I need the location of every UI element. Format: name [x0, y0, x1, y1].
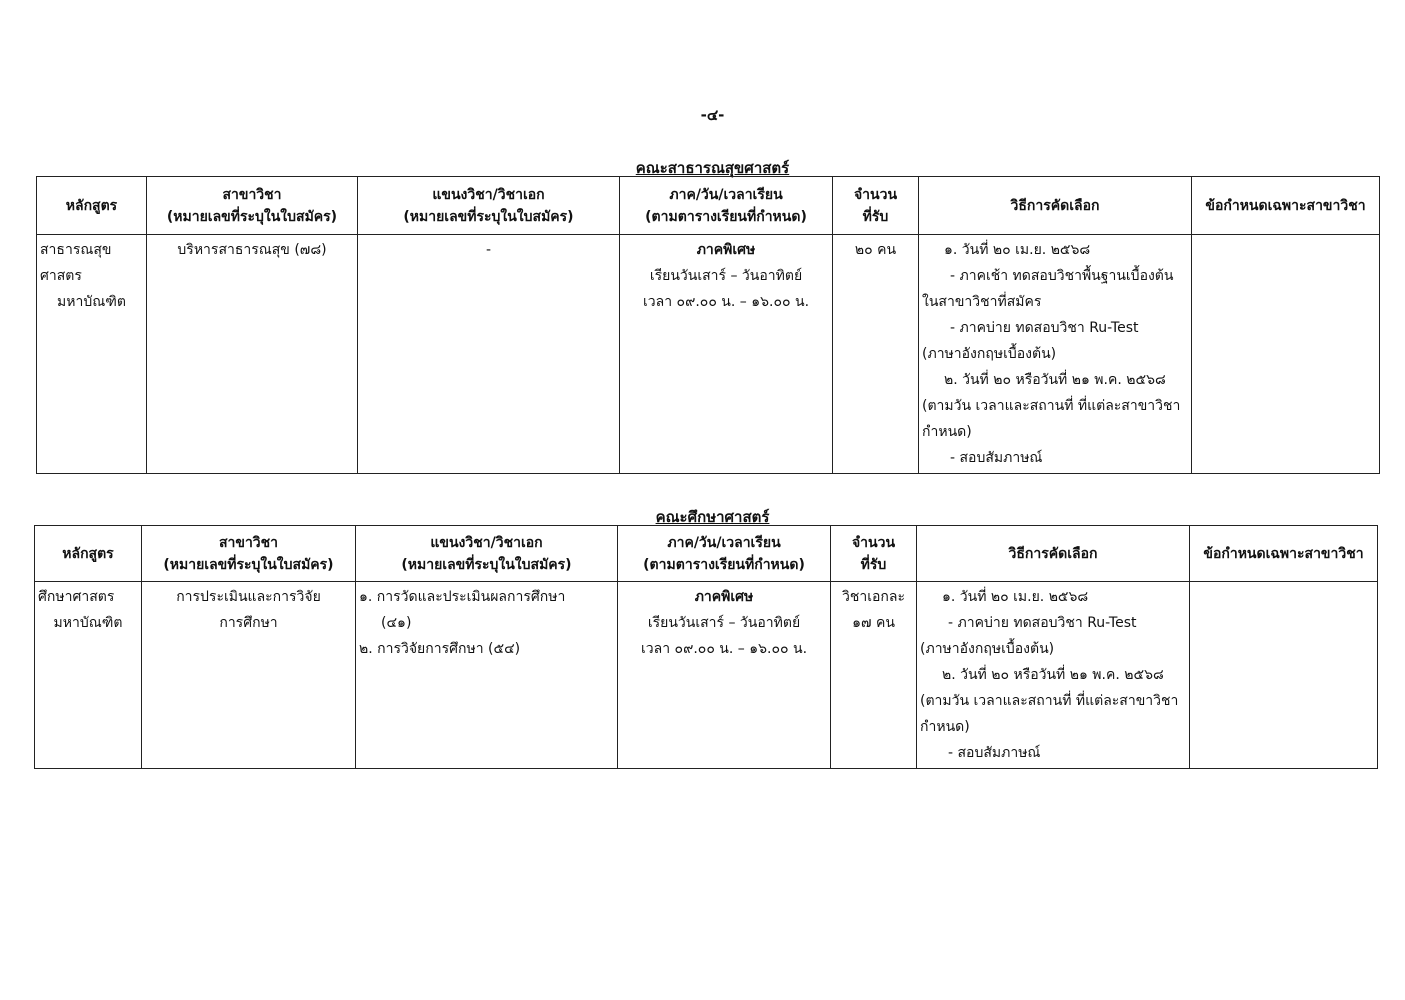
cell-program: ศึกษาศาสตร มหาบัณฑิต	[35, 582, 142, 769]
header-program: หลักสูตร	[37, 177, 147, 235]
header-schedule: ภาค/วัน/เวลาเรียน (ตามตารางเรียนที่กำหนด)	[618, 526, 831, 582]
header-requirements: ข้อกำหนดเฉพาะสาขาวิชา	[1192, 177, 1380, 235]
cell-schedule: ภาคพิเศษ เรียนวันเสาร์ – วันอาทิตย์ เวลา ๐๙.๐๐ น. – ๑๖.๐๐ น.	[620, 235, 833, 474]
program-table-education	[34, 525, 1378, 769]
header-major: สาขาวิชา (หมายเลขที่ระบุในใบสมัคร)	[147, 177, 358, 235]
header-schedule: ภาค/วัน/เวลาเรียน (ตามตารางเรียนที่กำหนด)	[620, 177, 833, 235]
cell-method: ๑. วันที่ ๒๐ เม.ย. ๒๕๖๘ - ภาคเช้า ทดสอบวิชาพื้นฐานเบื้องต้น ในสาขาวิชาที่สมัคร - ภาคบ่าย ทดสอบวิชา Ru-Test (ภาษาอังกฤษเบื้องต้น) ๒. วันที่ ๒๐ หรือวันที่ ๒๑ พ.ค. ๒๕๖๘ (ตามวัน เวลาและสถานที่ ที่แต่ละสาขาวิชา กำหนด) - สอบสัมภาษณ์	[919, 235, 1192, 474]
header-method: วิธีการคัดเลือก	[917, 526, 1190, 582]
cell-method: ๑. วันที่ ๒๐ เม.ย. ๒๕๖๘ - ภาคบ่าย ทดสอบวิชา Ru-Test (ภาษาอังกฤษเบื้องต้น) ๒. วันที่ ๒๐ หรือวันที่ ๒๑ พ.ค. ๒๕๖๘ (ตามวัน เวลาและสถานที่ ที่แต่ละสาขาวิชา กำหนด) - สอบสัมภาษณ์	[917, 582, 1190, 769]
header-requirements: ข้อกำหนดเฉพาะสาขาวิชา	[1190, 526, 1378, 582]
header-method: วิธีการคัดเลือก	[919, 177, 1192, 235]
faculty-title-education: คณะศึกษาศาสตร์	[655, 508, 770, 526]
cell-seats: วิชาเอกละ ๑๗ คน	[831, 582, 917, 769]
cell-branch: ๑. การวัดและประเมินผลการศึกษา (๔๑) ๒. การวิจัยการศึกษา (๕๔)	[356, 582, 618, 769]
header-major: สาขาวิชา (หมายเลขที่ระบุในใบสมัคร)	[142, 526, 356, 582]
cell-major: บริหารสาธารณสุข (๗๘)	[147, 235, 358, 474]
page-number: -๔-	[700, 106, 725, 124]
header-seats: จำนวน ที่รับ	[833, 177, 919, 235]
cell-schedule: ภาคพิเศษ เรียนวันเสาร์ – วันอาทิตย์ เวลา ๐๙.๐๐ น. – ๑๖.๐๐ น.	[618, 582, 831, 769]
cell-branch: -	[358, 235, 620, 474]
cell-requirements	[1192, 235, 1380, 474]
cell-major: การประเมินและการวิจัย การศึกษา	[142, 582, 356, 769]
header-seats: จำนวน ที่รับ	[831, 526, 917, 582]
header-branch: แขนงวิชา/วิชาเอก (หมายเลขที่ระบุในใบสมัคร)	[356, 526, 618, 582]
header-branch: แขนงวิชา/วิชาเอก (หมายเลขที่ระบุในใบสมัคร)	[358, 177, 620, 235]
program-table-public-health	[36, 176, 1380, 474]
faculty-title-public-health: คณะสาธารณสุขศาสตร์	[635, 159, 790, 177]
cell-seats: ๒๐ คน	[833, 235, 919, 474]
header-program: หลักสูตร	[35, 526, 142, 582]
cell-program: สาธารณสุขศาสตร มหาบัณฑิต	[37, 235, 147, 474]
cell-requirements	[1190, 582, 1378, 769]
